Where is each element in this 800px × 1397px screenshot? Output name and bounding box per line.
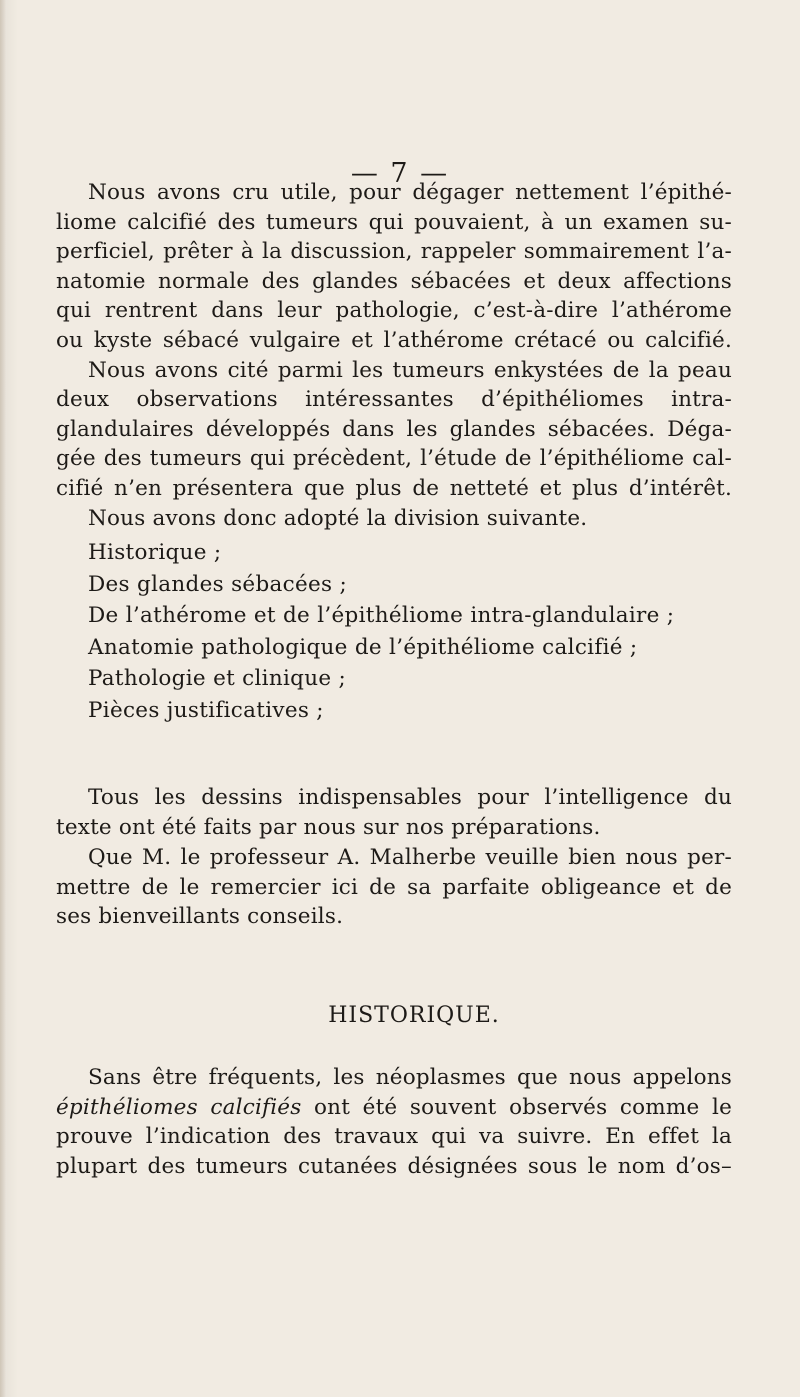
text-line: perficiel, prêter à la discussion, rappeler sommairement l’a- [56, 239, 732, 265]
outline-item: De l’athérome et de l’épithéliome intra-glandulaire ; [88, 603, 675, 628]
text-line: ses bienveillants conseils. [56, 904, 344, 930]
outline-item: Pièces justificatives ; [88, 697, 324, 723]
text-line: cifié n’en présentera que plus de netteté et plus d’intérêt. [56, 475, 732, 501]
text-line: Tous les dessins indispensables pour l’intelligence du [88, 785, 732, 810]
text-line: Sans être fréquents, les néoplasmes que nous appelons [88, 1065, 732, 1090]
historique-paragraph [56, 1063, 732, 1181]
text-line: Nous avons cité parmi les tumeurs enkystées de la peau [88, 357, 732, 383]
text-fragment: ont été souvent observés comme le [301, 1094, 732, 1120]
outline-item: Historique ; [88, 540, 222, 565]
intro-paragraph [56, 178, 732, 533]
text-line: Nous avons donc adopté la division suivante. [88, 505, 588, 531]
text-line: glandulaires développés dans les glandes sébacées. Déga- [56, 416, 732, 442]
binding-shadow [0, 0, 6, 1397]
text-line: gée des tumeurs qui précèdent, l’étude de l’épithéliome cal- [56, 446, 732, 472]
outline-item: Anatomie pathologique de l’épithéliome calcifié ; [88, 634, 638, 660]
text-line: Que M. le professeur A. Malherbe veuille bien nous per- [88, 845, 732, 870]
text-line: deux observations intéressantes d’épithéliomes intra- [56, 387, 732, 413]
text-line: natomie normale des glandes sébacées et deux affections [56, 268, 732, 294]
text-line: ou kyste sébacé vulgaire et l’athérome crétacé ou calcifié. [56, 327, 732, 353]
outline-item: Pathologie et clinique ; [88, 666, 347, 691]
text-line: Nous avons cru utile, pour dégager nettement l’épithé- [88, 180, 732, 205]
page-number: — 7 — [350, 158, 450, 189]
acknowledgement-paragraph [56, 843, 732, 932]
outline-item: Des glandes sébacées ; [88, 571, 348, 597]
drawings-paragraph [56, 783, 732, 842]
section-heading: HISTORIQUE. [328, 1003, 500, 1028]
division-outline [88, 537, 728, 726]
text-line: qui rentrent dans leur pathologie, c’est-à-dire l’athérome [56, 298, 732, 324]
text-line: plupart des tumeurs cutanées désignées sous le nom d’os– [56, 1153, 732, 1179]
text-line: texte ont été faits par nous sur nos préparations. [56, 814, 601, 840]
text-line: prouve l’indication des travaux qui va suivre. En effet la [56, 1124, 732, 1150]
text-line: mettre de le remercier ici de sa parfaite obligeance et de [56, 874, 732, 900]
italic-term: épithéliomes calcifiés [56, 1094, 302, 1120]
text-line [56, 1093, 732, 1123]
text-line: liome calcifié des tumeurs qui pouvaient, à un examen su- [56, 209, 732, 235]
